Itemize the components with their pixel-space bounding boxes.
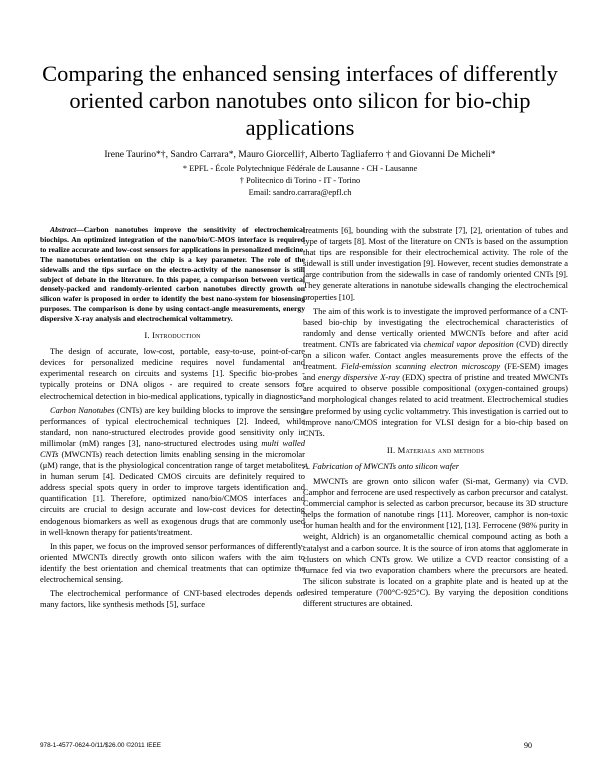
intro-paragraph-2-text-a: (CNTs) are key building blocks to improve the sensing performances of typical electrochemical techniques [2]. Indeed, while standard, non nano-structured electrodes provide good sensitivity only in millimolar (mM) ranges [3], nano-structured electrodes using — [40, 404, 305, 448]
page-number: 90 — [524, 741, 532, 750]
right-column — [303, 225, 568, 612]
aim-paragraph — [303, 306, 568, 439]
aim-text-b: (CVD) directly on a silicon wafer. Contact angles measurements prove the effects of the treatment. — [303, 338, 568, 372]
subsection-heading-fabrication: A. Fabrication of MWCNTs onto silicon wafer — [303, 460, 460, 471]
term-fesem: Field-emission scanning electron microscopy — [341, 361, 501, 372]
term-cvd: chemical vapor deposition — [423, 338, 514, 349]
affiliation-epfl: * EPFL - École Polytechnique Fédérale de Lausanne - CH - Lausanne — [182, 164, 418, 173]
aim-text-c: (FE-SEM) images and — [303, 361, 569, 383]
contact-email: Email: sandro.carrara@epfl.ch — [248, 188, 352, 197]
term-carbon-nanotubes: Carbon Nanotubes — [50, 404, 115, 415]
intro-continued-paragraph: treatments [6], bounding with the substrate [7], [2], orientation of tubes and type of targets [8]. Most of the literature on CNTs is based on the assumption that tips are responsible for their electrochemical activity. The role of the sidewall is still under investigation [9]. However, recent studies demonstrate a large contribution from the sidewalls in case of randomly oriented CNTs [9]. They generate alterations in nanotube sidewalls changing the electrochemical properties [10]. — [303, 225, 568, 302]
abstract-text: —Carbon nanotubes improve the sensitivity of electrochemical biochips. An optimized integration of the nano/bio/C-MOS interface is required to realize accurate and low-cost sensors for applications in personalized medicine. The nanotubes orientation on the chip is a key parameter. The role of the sidewalls and the tips surface on the electro-activity of the nanosensor is still subject of debate in the literature. In this paper, a comparison between vertical densely-packed and randomly-oriented carbon nanotubes directly growth on silicon wafer is proposed in order to identify the best nano-system for biosensing purposes. The comparison is done by using contact-angle measurements, energy dispersive X-ray analysis and electrochemical voltammetry. — [40, 225, 305, 324]
intro-paragraph-3: In this paper, we focus on the improved sensor performances of differently-oriented MWCNTs directly growth onto silicon wafers with the aim to identify the best orientation and chemical treatments that can optimize the electrochemical sensing. — [40, 540, 305, 585]
paper-title: Comparing the enhanced sensing interfaces of differently oriented carbon nanotubes onto silicon for bio-chip applications — [42, 61, 558, 140]
aim-text-d: (EDX) spectra of pristine and treated MWCNTs are acquired to observe possible compositional (oxygen-contained groups) and morphological changes related to acid treatment. Electrochemical studies are preformed by using cyclic voltammetry. This investigation is carried out to improve nano/CMOS integration for VLSI design for a bio-chip based on CNTs. — [303, 372, 569, 438]
fabrication-paragraph: MWCNTs are grown onto silicon wafer (Si-mat, Germany) via CVD. Camphor and ferrocene are used respectively as carbon precursor and catalyst. Commercial camphor is selected as carbon precursor, because its 3D structure helps the formation of nanotube rings [11]. Moreover, camphor is non-toxic for human health and for the environment [12], [13]. Ferrocene (98% purity in weight, Aldrich) is an organometallic chemical compound acting as both a catalyst and a carbon source. It is the source of iron atoms that agglomerate in clusters on which CNTs grow. We utilize a CVD reactor consisting of a furnace fed via two evaporation chambers where the precursors are heated. The silicon substrate is located on a graphite plate and is heated up at the desired temperature (700°C-925°C). By varying the deposition conditions different structures are obtained. — [303, 475, 568, 608]
affiliation-polito: † Politecnico di Torino - IT - Torino — [239, 176, 361, 185]
abstract — [40, 225, 305, 324]
section-heading-methods: II. Materials and methods — [386, 444, 485, 455]
isbn-footer: 978-1-4577-0624-0/11/$26.00 ©2011 IEEE — [40, 742, 162, 749]
abstract-label: Abstract — [50, 225, 77, 234]
left-column — [40, 225, 305, 613]
section-heading-introduction: I. Introduction — [144, 330, 201, 341]
term-mwcnt: multi walled CNTs — [40, 437, 305, 459]
author-list: Irene Taurino*†, Sandro Carrara*, Mauro Giorcelli†, Alberto Tagliaferro † and Giovanni De Micheli* — [104, 149, 496, 160]
intro-paragraph-1: The design of accurate, low-cost, portable, easy-to-use, point-of-care devices for personalized medicine requires novel fundamental and experimental research on circuits and systems [1]. Specific bio-probes - typically proteins or DNA oligos - are required to create sensors for electrochemical detection in bio-medical applications, typically in diagnostics. — [40, 346, 305, 401]
aim-text-a: The aim of this work is to investigate the improved performance of a CNT-based bio-chip by investigating the electrochemical characteristics of randomly and dense vertically oriented MWCNTs before and after acid treatment. CNTs are fabricated via — [303, 305, 568, 349]
intro-paragraph-2-text-b: (MWCNTs) reach detection limits enabling sensing in the micromolar (μM) range, that is the physiological concentration range of target metabolites in human serum [4]. Dedicated CMOS circuits are definitely required to address special spots query in order to improve targets identification and quantification [1]. Therefore, optimized nano/bio/CMOS interfaces and circuits are crucial to design accurate and low-cost devices for detecting endogenous biomarkers as well as exogenous drugs that are commonly used in well-known therapy for patients'treatment. — [40, 449, 305, 537]
intro-paragraph-2 — [40, 405, 305, 538]
intro-paragraph-4: The electrochemical performance of CNT-based electrodes depends on many factors, like synthesis methods [5], surface — [40, 588, 305, 610]
term-edx: energy dispersive X-ray — [317, 372, 400, 383]
